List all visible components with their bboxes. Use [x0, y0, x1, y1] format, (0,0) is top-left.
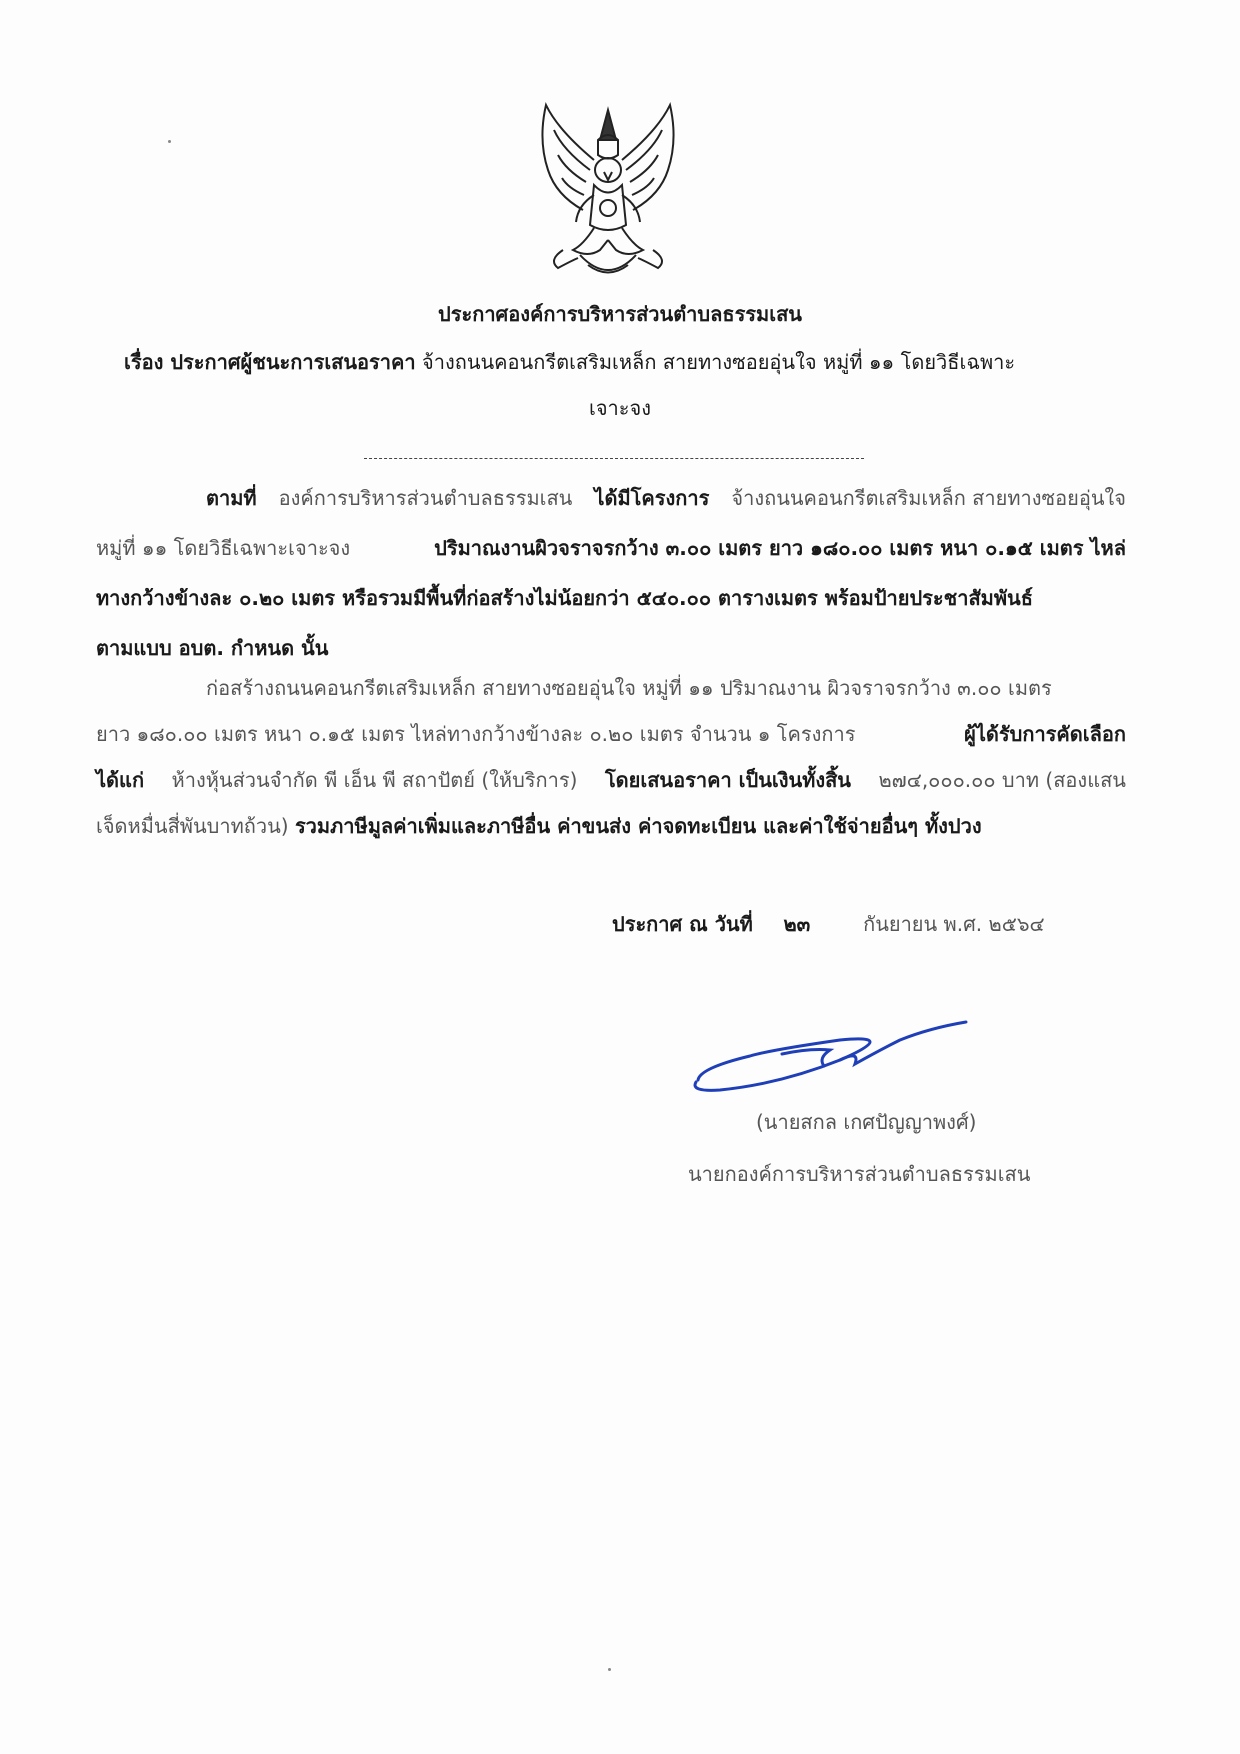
p2-text: รวมภาษีมูลค่าเพิ่มและภาษีอื่น ค่าขนส่ง ค่าจดทะเบียน และค่าใช้จ่ายอื่นๆ ทั้งปวง	[294, 814, 982, 838]
p2-text: ห้างหุ้นส่วนจำกัด พี เอ็น พี สถาปัตย์ (ให้บริการ)	[171, 768, 578, 792]
p2-text: เจ็ดหมื่นสี่พันบาทถ้วน)	[96, 814, 289, 838]
paragraph2-line1: ก่อสร้างถนนคอนกรีตเสริมเหล็ก สายทางซอยอุ่นใจ หมู่ที่ ๑๑ ปริมาณงาน ผิวจราจรกว้าง ๓.๐๐ เมตร	[206, 676, 1052, 700]
document-title: ประกาศองค์การบริหารส่วนตำบลธรรมเสน	[438, 302, 802, 326]
signatory-position: นายกองค์การบริหารส่วนตำบลธรรมเสน	[688, 1162, 1031, 1186]
p1-text: ได้มีโครงการ	[594, 486, 710, 510]
paragraph2-line2	[96, 720, 1126, 748]
announce-day: ๒๓	[783, 912, 811, 936]
p2-text: โดยเสนอราคา เป็นเงินทั้งสิ้น	[604, 768, 851, 792]
garuda-emblem-icon	[528, 100, 688, 290]
paragraph1-line1	[206, 484, 1126, 512]
divider	[364, 458, 864, 459]
paragraph1-line4: ตามแบบ อบต. กำหนด นั้น	[96, 636, 329, 660]
handwritten-signature	[690, 1010, 990, 1100]
subject-text: จ้างถนนคอนกรีตเสริมเหล็ก สายทางซอยอุ่นใจ หมู่ที่ ๑๑ โดยวิธีเฉพาะ	[422, 350, 1016, 374]
subject-continuation: เจาะจง	[588, 396, 651, 420]
scan-speck	[168, 140, 171, 143]
subject-line	[124, 348, 1015, 376]
p2-text: ได้แก่	[96, 768, 145, 792]
signatory-name: (นายสกล เกศปัญญาพงศ์)	[756, 1110, 977, 1134]
p2-text: ผู้ได้รับการคัดเลือก	[964, 722, 1126, 746]
p1-text: องค์การบริหารส่วนตำบลธรรมเสน	[278, 486, 573, 510]
announce-date	[612, 910, 1045, 938]
p2-text: ยาว ๑๘๐.๐๐ เมตร หนา ๐.๑๕ เมตร ไหล่ทางกว้างข้างละ ๐.๒๐ เมตร จำนวน ๑ โครงการ	[96, 722, 856, 746]
p2-text: ๒๗๔,๐๐๐.๐๐ บาท (สองแสน	[878, 768, 1126, 792]
paragraph1-line3: ทางกว้างข้างละ ๐.๒๐ เมตร หรือรวมมีพื้นที่ก่อสร้างไม่น้อยกว่า ๕๔๐.๐๐ ตารางเมตร พร้อมป้ายประชาสัมพันธ์	[96, 586, 1033, 610]
p1-text: หมู่ที่ ๑๑ โดยวิธีเฉพาะเจาะจง	[96, 536, 351, 560]
p1-text: จ้างถนนคอนกรีตเสริมเหล็ก สายทางซอยอุ่นใจ	[731, 486, 1126, 510]
paragraph2-line4	[96, 812, 982, 840]
subject-label: เรื่อง ประกาศผู้ชนะการเสนอราคา	[124, 350, 416, 374]
paragraph2-line3	[96, 766, 1126, 794]
p1-text: ตามที่	[206, 486, 257, 510]
scan-speck	[608, 1668, 611, 1671]
announce-month-year: กันยายน พ.ศ. ๒๕๖๔	[863, 912, 1045, 936]
announce-label: ประกาศ ณ วันที่	[612, 912, 753, 936]
paragraph1-line2	[96, 534, 1126, 562]
p1-text: ปริมาณงานผิวจราจรกว้าง ๓.๐๐ เมตร ยาว ๑๘๐.๐๐ เมตร หนา ๐.๑๕ เมตร ไหล่	[434, 536, 1126, 560]
